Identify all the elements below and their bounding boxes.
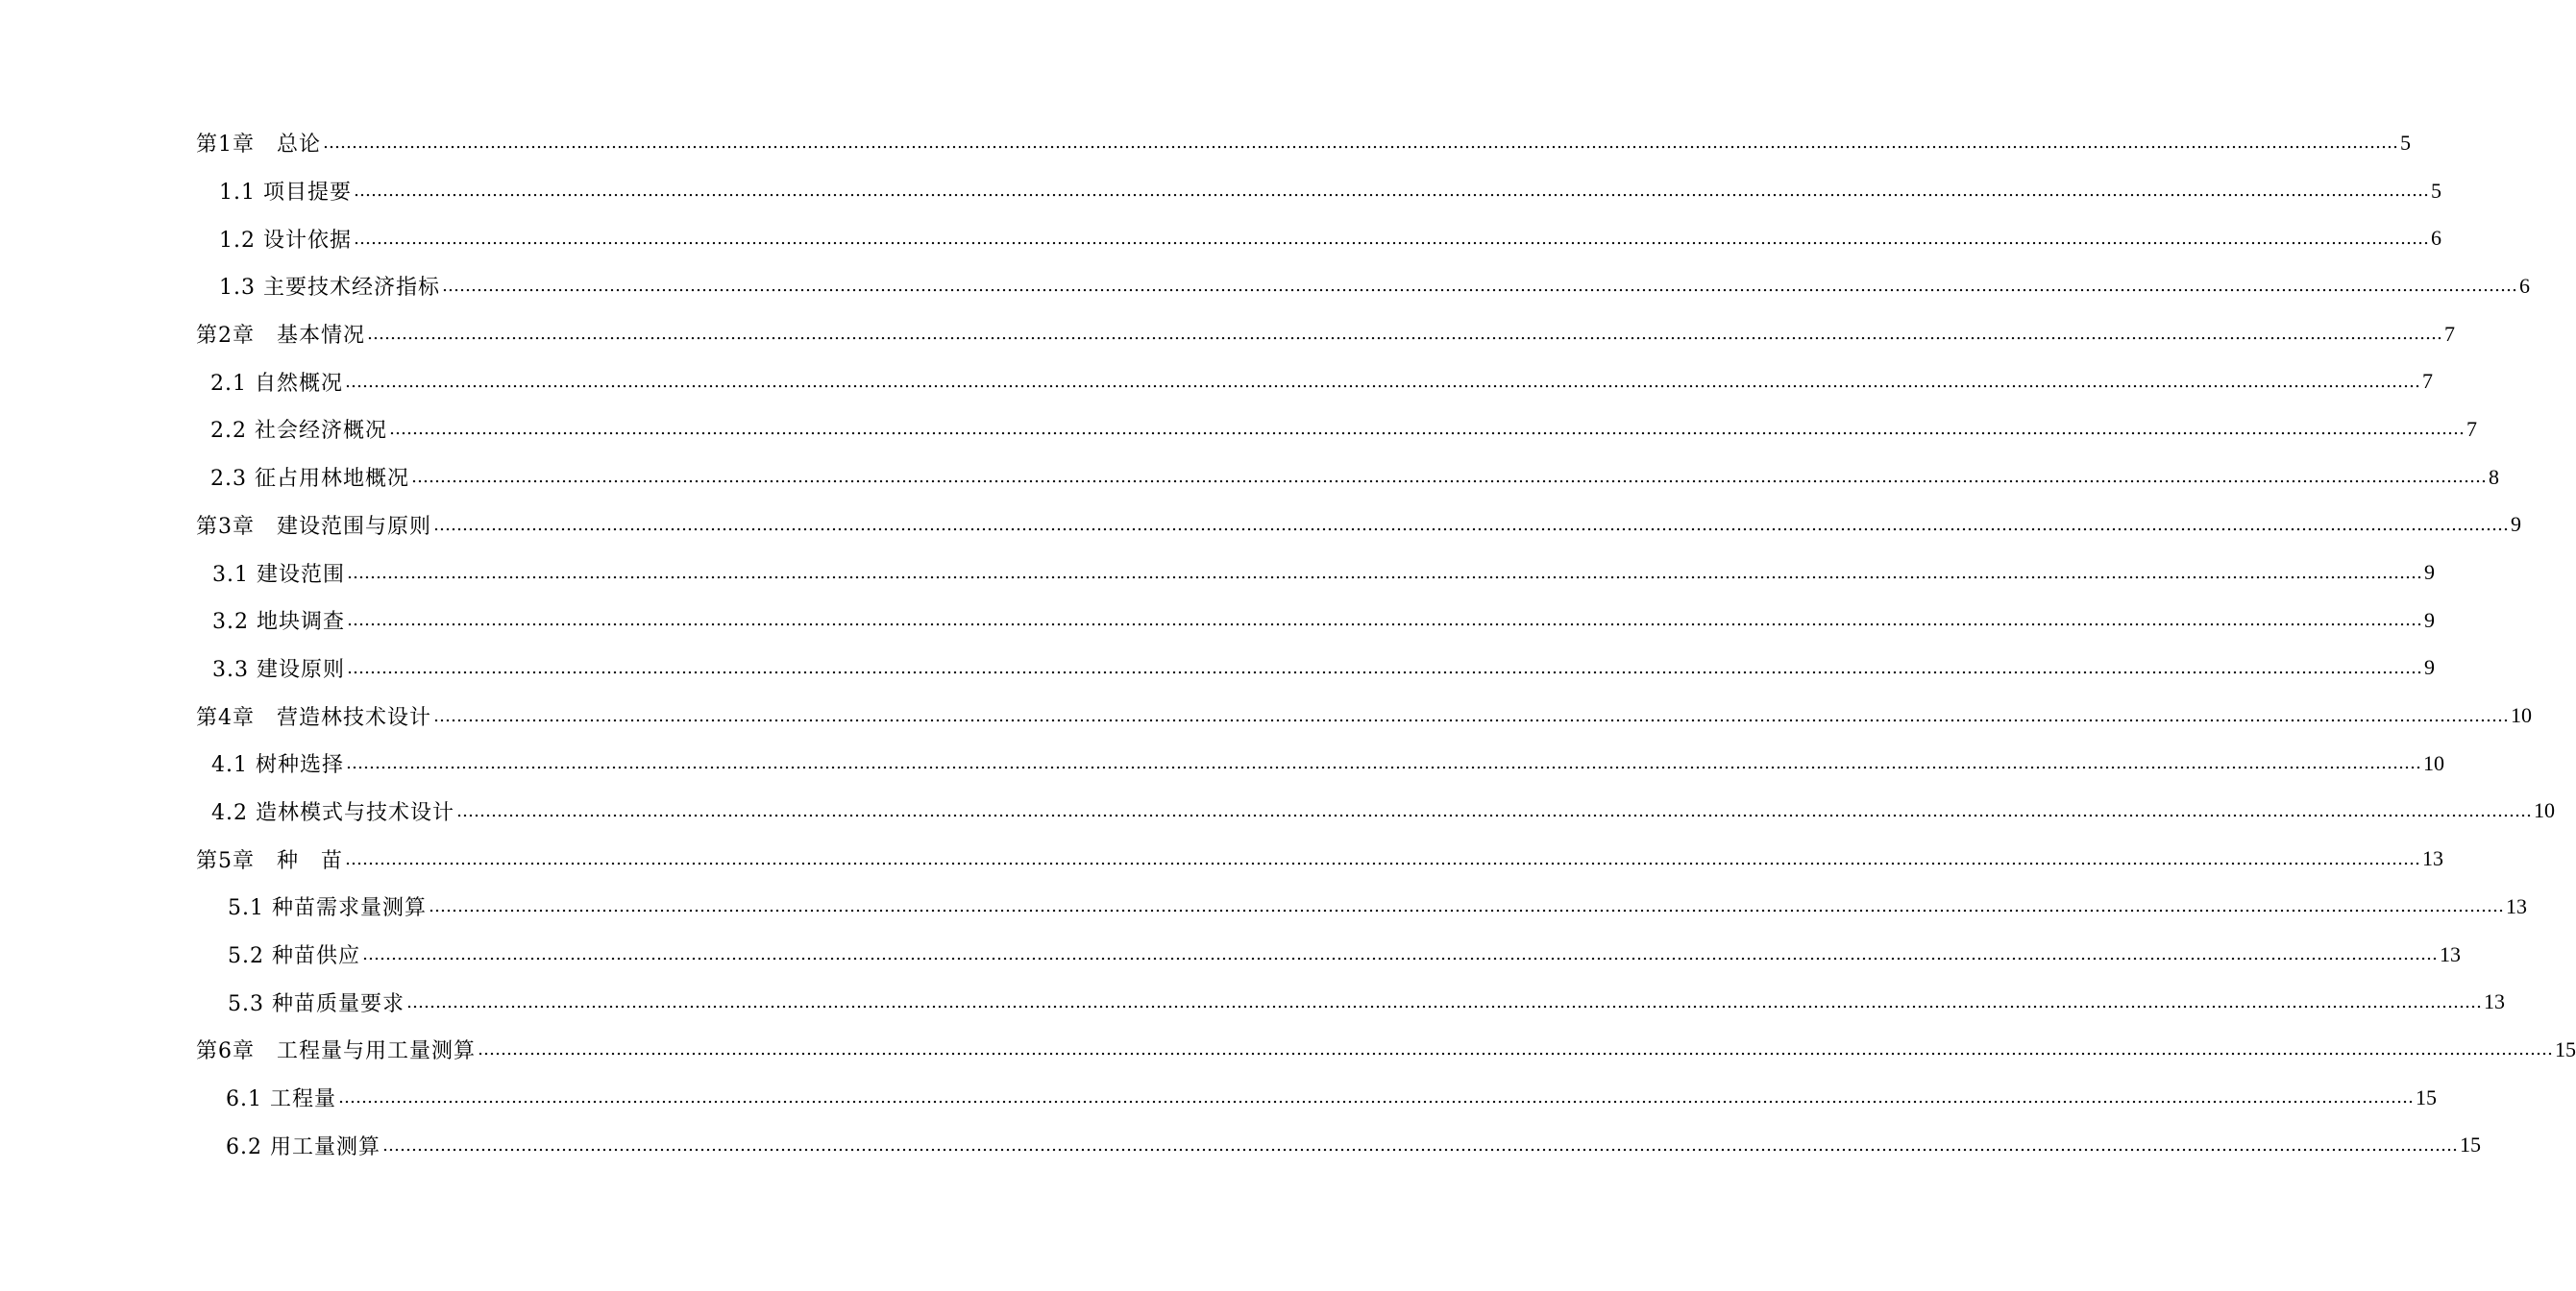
toc-entry[interactable]: [0, 883, 2527, 931]
toc-entry-page-number: 7: [2421, 369, 2433, 394]
toc-entry[interactable]: [0, 931, 2461, 979]
toc-entry-label: 3.1 建设范围: [212, 562, 345, 587]
toc-entry[interactable]: [0, 1121, 2481, 1169]
toc-entry-label: 第3章 建设范围与原则: [196, 514, 431, 539]
toc-dot-leader: ………………………………………………………………………………………………………………………………………………………………………………………………………………………………………………………………………………………………………………………………: [353, 228, 2429, 249]
toc-entry-page-number: 13: [2422, 846, 2443, 871]
toc-entry-page-number: 9: [2423, 607, 2435, 632]
toc-dot-leader: ………………………………………………………………………………………………………………………………………………………………………………………………………………………………………………………………………………………………………………………………: [381, 1134, 2458, 1156]
toc-entry-page-number: 13: [2483, 989, 2505, 1014]
toc-entry-label: 5.2 种苗供应: [228, 944, 360, 969]
toc-entry-page-number: 7: [2444, 321, 2455, 346]
toc-dot-leader: ………………………………………………………………………………………………………………………………………………………………………………………………………………………………………………………………………………………………………………………………: [478, 1039, 2553, 1060]
toc-dot-leader: ………………………………………………………………………………………………………………………………………………………………………………………………………………………………………………………………………………………………………………………………: [337, 1087, 2414, 1108]
toc-entry-label: 第1章 总论: [196, 133, 321, 158]
toc-entry[interactable]: [0, 1026, 2576, 1074]
toc-entry-label: 1.1 项目提要: [219, 181, 352, 206]
toc-entry-page-number: 10: [2533, 798, 2555, 823]
toc-entry[interactable]: [0, 262, 2530, 310]
toc-entry-label: 5.1 种苗需求量测算: [228, 896, 427, 921]
toc-entry-page-number: 7: [2466, 416, 2477, 441]
toc-entry-label: 4.1 树种选择: [211, 753, 344, 778]
toc-entry-label: 第6章 工程量与用工量测算: [196, 1039, 476, 1064]
toc-dot-leader: ………………………………………………………………………………………………………………………………………………………………………………………………………………………………………………………………………………………………………………………………: [361, 944, 2438, 965]
toc-dot-leader: ………………………………………………………………………………………………………………………………………………………………………………………………………………………………………………………………………………………………………………………………: [367, 324, 2442, 345]
toc-entry-label: 3.3 建设原则: [212, 657, 345, 682]
toc-dot-leader: ………………………………………………………………………………………………………………………………………………………………………………………………………………………………………………………………………………………………………………………………: [353, 181, 2429, 202]
toc-dot-leader: ………………………………………………………………………………………………………………………………………………………………………………………………………………………………………………………………………………………………………………………………: [346, 610, 2422, 631]
toc-dot-leader: ………………………………………………………………………………………………………………………………………………………………………………………………………………………………………………………………………………………………………………………………: [345, 753, 2421, 774]
toc-entry-page-number: 5: [2400, 130, 2411, 155]
toc-entry-label: 2.1 自然概况: [210, 371, 343, 396]
toc-entry[interactable]: [0, 597, 2435, 645]
toc-entry[interactable]: [0, 548, 2435, 597]
toc-entry[interactable]: [0, 405, 2477, 453]
toc-dot-leader: ………………………………………………………………………………………………………………………………………………………………………………………………………………………………………………………………………………………………………………………………: [428, 896, 2504, 917]
toc-entry-label: 1.3 主要技术经济指标: [219, 276, 440, 301]
toc-entry-label: 2.3 征占用林地概况: [210, 467, 409, 492]
toc-entry[interactable]: [0, 740, 2444, 788]
toc-entry[interactable]: [0, 357, 2433, 405]
toc-entry-label: 3.2 地块调查: [212, 610, 345, 635]
toc-dot-leader: ………………………………………………………………………………………………………………………………………………………………………………………………………………………………………………………………………………………………………………………………: [388, 419, 2465, 440]
toc-entry-page-number: 9: [2511, 512, 2521, 537]
toc-entry-label: 6.2 用工量测算: [226, 1134, 380, 1159]
toc-dot-leader: ………………………………………………………………………………………………………………………………………………………………………………………………………………………………………………………………………………………………………………………………: [344, 371, 2420, 392]
toc-entry-label: 第2章 基本情况: [196, 324, 365, 349]
toc-entry[interactable]: [0, 692, 2532, 740]
toc-entry-label: 2.2 社会经济概况: [210, 419, 387, 444]
toc-entry-page-number: 9: [2423, 560, 2435, 585]
toc-entry[interactable]: [0, 835, 2443, 883]
toc-entry[interactable]: [0, 214, 2441, 262]
toc-dot-leader: ………………………………………………………………………………………………………………………………………………………………………………………………………………………………………………………………………………………………………………………………: [346, 562, 2422, 583]
toc-entry-page-number: 15: [2555, 1036, 2576, 1061]
toc-dot-leader: ………………………………………………………………………………………………………………………………………………………………………………………………………………………………………………………………………………………………………………………………: [455, 800, 2532, 821]
toc-entry-label: 第4章 营造林技术设计: [196, 705, 431, 730]
toc-entry-label: 第5章 种 苗: [196, 848, 343, 873]
toc-dot-leader: ………………………………………………………………………………………………………………………………………………………………………………………………………………………………………………………………………………………………………………………………: [346, 657, 2422, 678]
toc-entry-page-number: 13: [2505, 893, 2527, 918]
toc-entry-page-number: 10: [2511, 703, 2532, 728]
toc-entry[interactable]: [0, 645, 2435, 693]
toc-entry-page-number: 13: [2439, 941, 2461, 966]
toc-dot-leader: ………………………………………………………………………………………………………………………………………………………………………………………………………………………………………………………………………………………………………………………………: [405, 991, 2482, 1012]
toc-entry[interactable]: [0, 167, 2441, 215]
toc-entry[interactable]: [0, 119, 2411, 167]
toc-entry[interactable]: [0, 453, 2499, 501]
toc-entry-label: 6.1 工程量: [226, 1087, 336, 1112]
toc-dot-leader: ………………………………………………………………………………………………………………………………………………………………………………………………………………………………………………………………………………………………………………………………: [433, 514, 2509, 535]
toc-entry[interactable]: [0, 978, 2505, 1026]
toc-entry[interactable]: [0, 310, 2455, 358]
toc-entry[interactable]: [0, 1074, 2437, 1122]
toc-entry[interactable]: [0, 501, 2521, 549]
table-of-contents: [0, 119, 2576, 1169]
toc-entry-page-number: 8: [2488, 464, 2499, 489]
toc-dot-leader: ………………………………………………………………………………………………………………………………………………………………………………………………………………………………………………………………………………………………………………………………: [323, 133, 2398, 154]
toc-entry-page-number: 6: [2430, 226, 2441, 251]
toc-entry-page-number: 5: [2430, 178, 2441, 203]
toc-entry[interactable]: [0, 788, 2555, 836]
toc-dot-leader: ………………………………………………………………………………………………………………………………………………………………………………………………………………………………………………………………………………………………………………………………: [433, 705, 2509, 726]
toc-dot-leader: ………………………………………………………………………………………………………………………………………………………………………………………………………………………………………………………………………………………………………………………………: [410, 467, 2487, 488]
toc-dot-leader: ………………………………………………………………………………………………………………………………………………………………………………………………………………………………………………………………………………………………………………………………: [345, 848, 2420, 869]
toc-dot-leader: ………………………………………………………………………………………………………………………………………………………………………………………………………………………………………………………………………………………………………………………………: [441, 276, 2517, 297]
toc-entry-page-number: 15: [2459, 1133, 2481, 1157]
toc-entry-page-number: 10: [2422, 750, 2444, 775]
toc-entry-page-number: 15: [2415, 1084, 2437, 1109]
toc-entry-label: 1.2 设计依据: [219, 228, 352, 253]
toc-entry-page-number: 6: [2518, 273, 2530, 298]
toc-entry-label: 5.3 种苗质量要求: [228, 991, 405, 1016]
toc-entry-label: 4.2 造林模式与技术设计: [211, 800, 454, 825]
toc-entry-page-number: 9: [2423, 655, 2435, 680]
